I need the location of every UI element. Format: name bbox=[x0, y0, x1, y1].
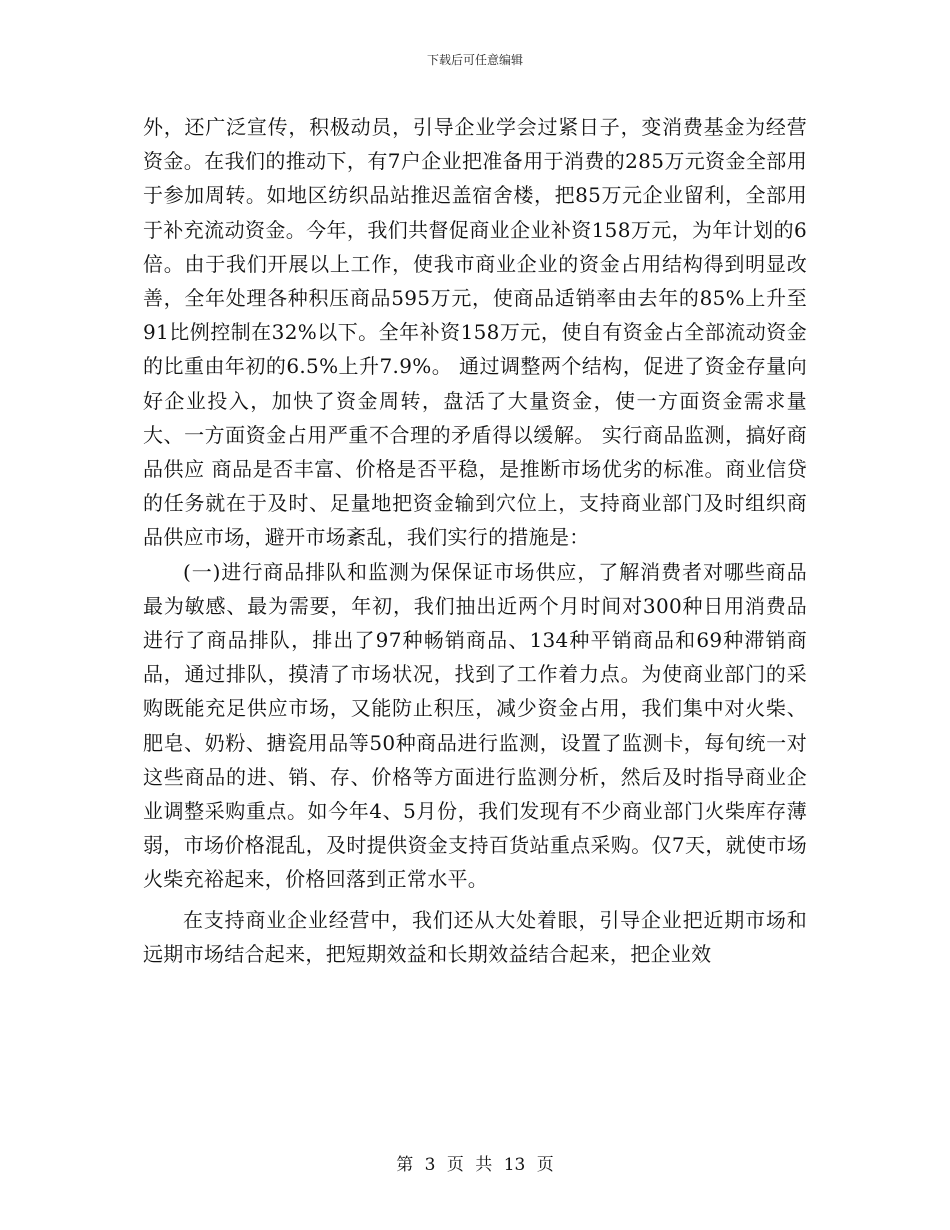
paragraph-support-business: 在支持商业企业经营中，我们还从大处着眼，引导企业把近期市场和远期市场结合起来，把短期效益和长期效益结合起来，把企业效 bbox=[143, 907, 807, 966]
document-body bbox=[143, 110, 807, 971]
paragraph-continuation: 外，还广泛宣传，积极动员，引导企业学会过紧日子，变消费基金为经营资金。在我们的推动下，有7户企业把准备用于消费的285万元资金全部用于参加周转。如地区纺织品站推迟盖宿舍楼，把85万元企业留利，全部用于补充流动资金。今年，我们共督促商业企业补资158万元，为年计划的6倍。由于我们开展以上工作，使我市商业企业的资金占用结构得到明显改善，全年处理各种积压商品595万元，使商品适销率由去年的85%上升至91比例控制在32%以下。全年补资158万元，使自有资金占全部流动资金的比重由年初的6.5%上升7.9%。 通过调整两个结构，促进了资金存量向好企业投入，加快了资金周转，盘活了大量资金，使一方面资金需求量大、一方面资金占用严重不合理的矛盾得以缓解。 实行商品监测，搞好商品供应 商品是否丰富、价格是否平稳，是推断市场优劣的标准。商业信贷的任务就在于及时、足量地把资金输到穴位上，支持商业部门及时组织商品供应市场，避开市场紊乱，我们实行的措施是： bbox=[143, 115, 807, 550]
paragraph-section-one: (一)进行商品排队和监测为保保证市场供应，了解消费者对哪些商品最为敏感、最为需要，年初，我们抽出近两个月时间对300种日用消费品进行了商品排队，排出了97种畅销商品、134种平销商品和69种滞销商品，通过排队，摸清了市场状况，找到了工作着力点。为使商业部门的采购既能充足供应市场，又能防止积压，减少资金占用，我们集中对火柴、肥皂、奶粉、搪瓷用品等50种商品进行监测，设置了监测卡，每旬统一对这些商品的进、销、存、价格等方面进行监测分析，然后及时指导商业企业调整采购重点。如今年4、5月份，我们发现有不少商业部门火柴库存薄弱，市场价格混乱，及时提供资金支持百货站重点采购。仅7天，就使市场火柴充裕起来，价格回落到正常水平。 bbox=[143, 559, 807, 892]
page-header: 下载后可任意编辑 bbox=[426, 53, 523, 67]
page-number-footer: 第 3 页 共 13 页 bbox=[396, 1155, 554, 1175]
